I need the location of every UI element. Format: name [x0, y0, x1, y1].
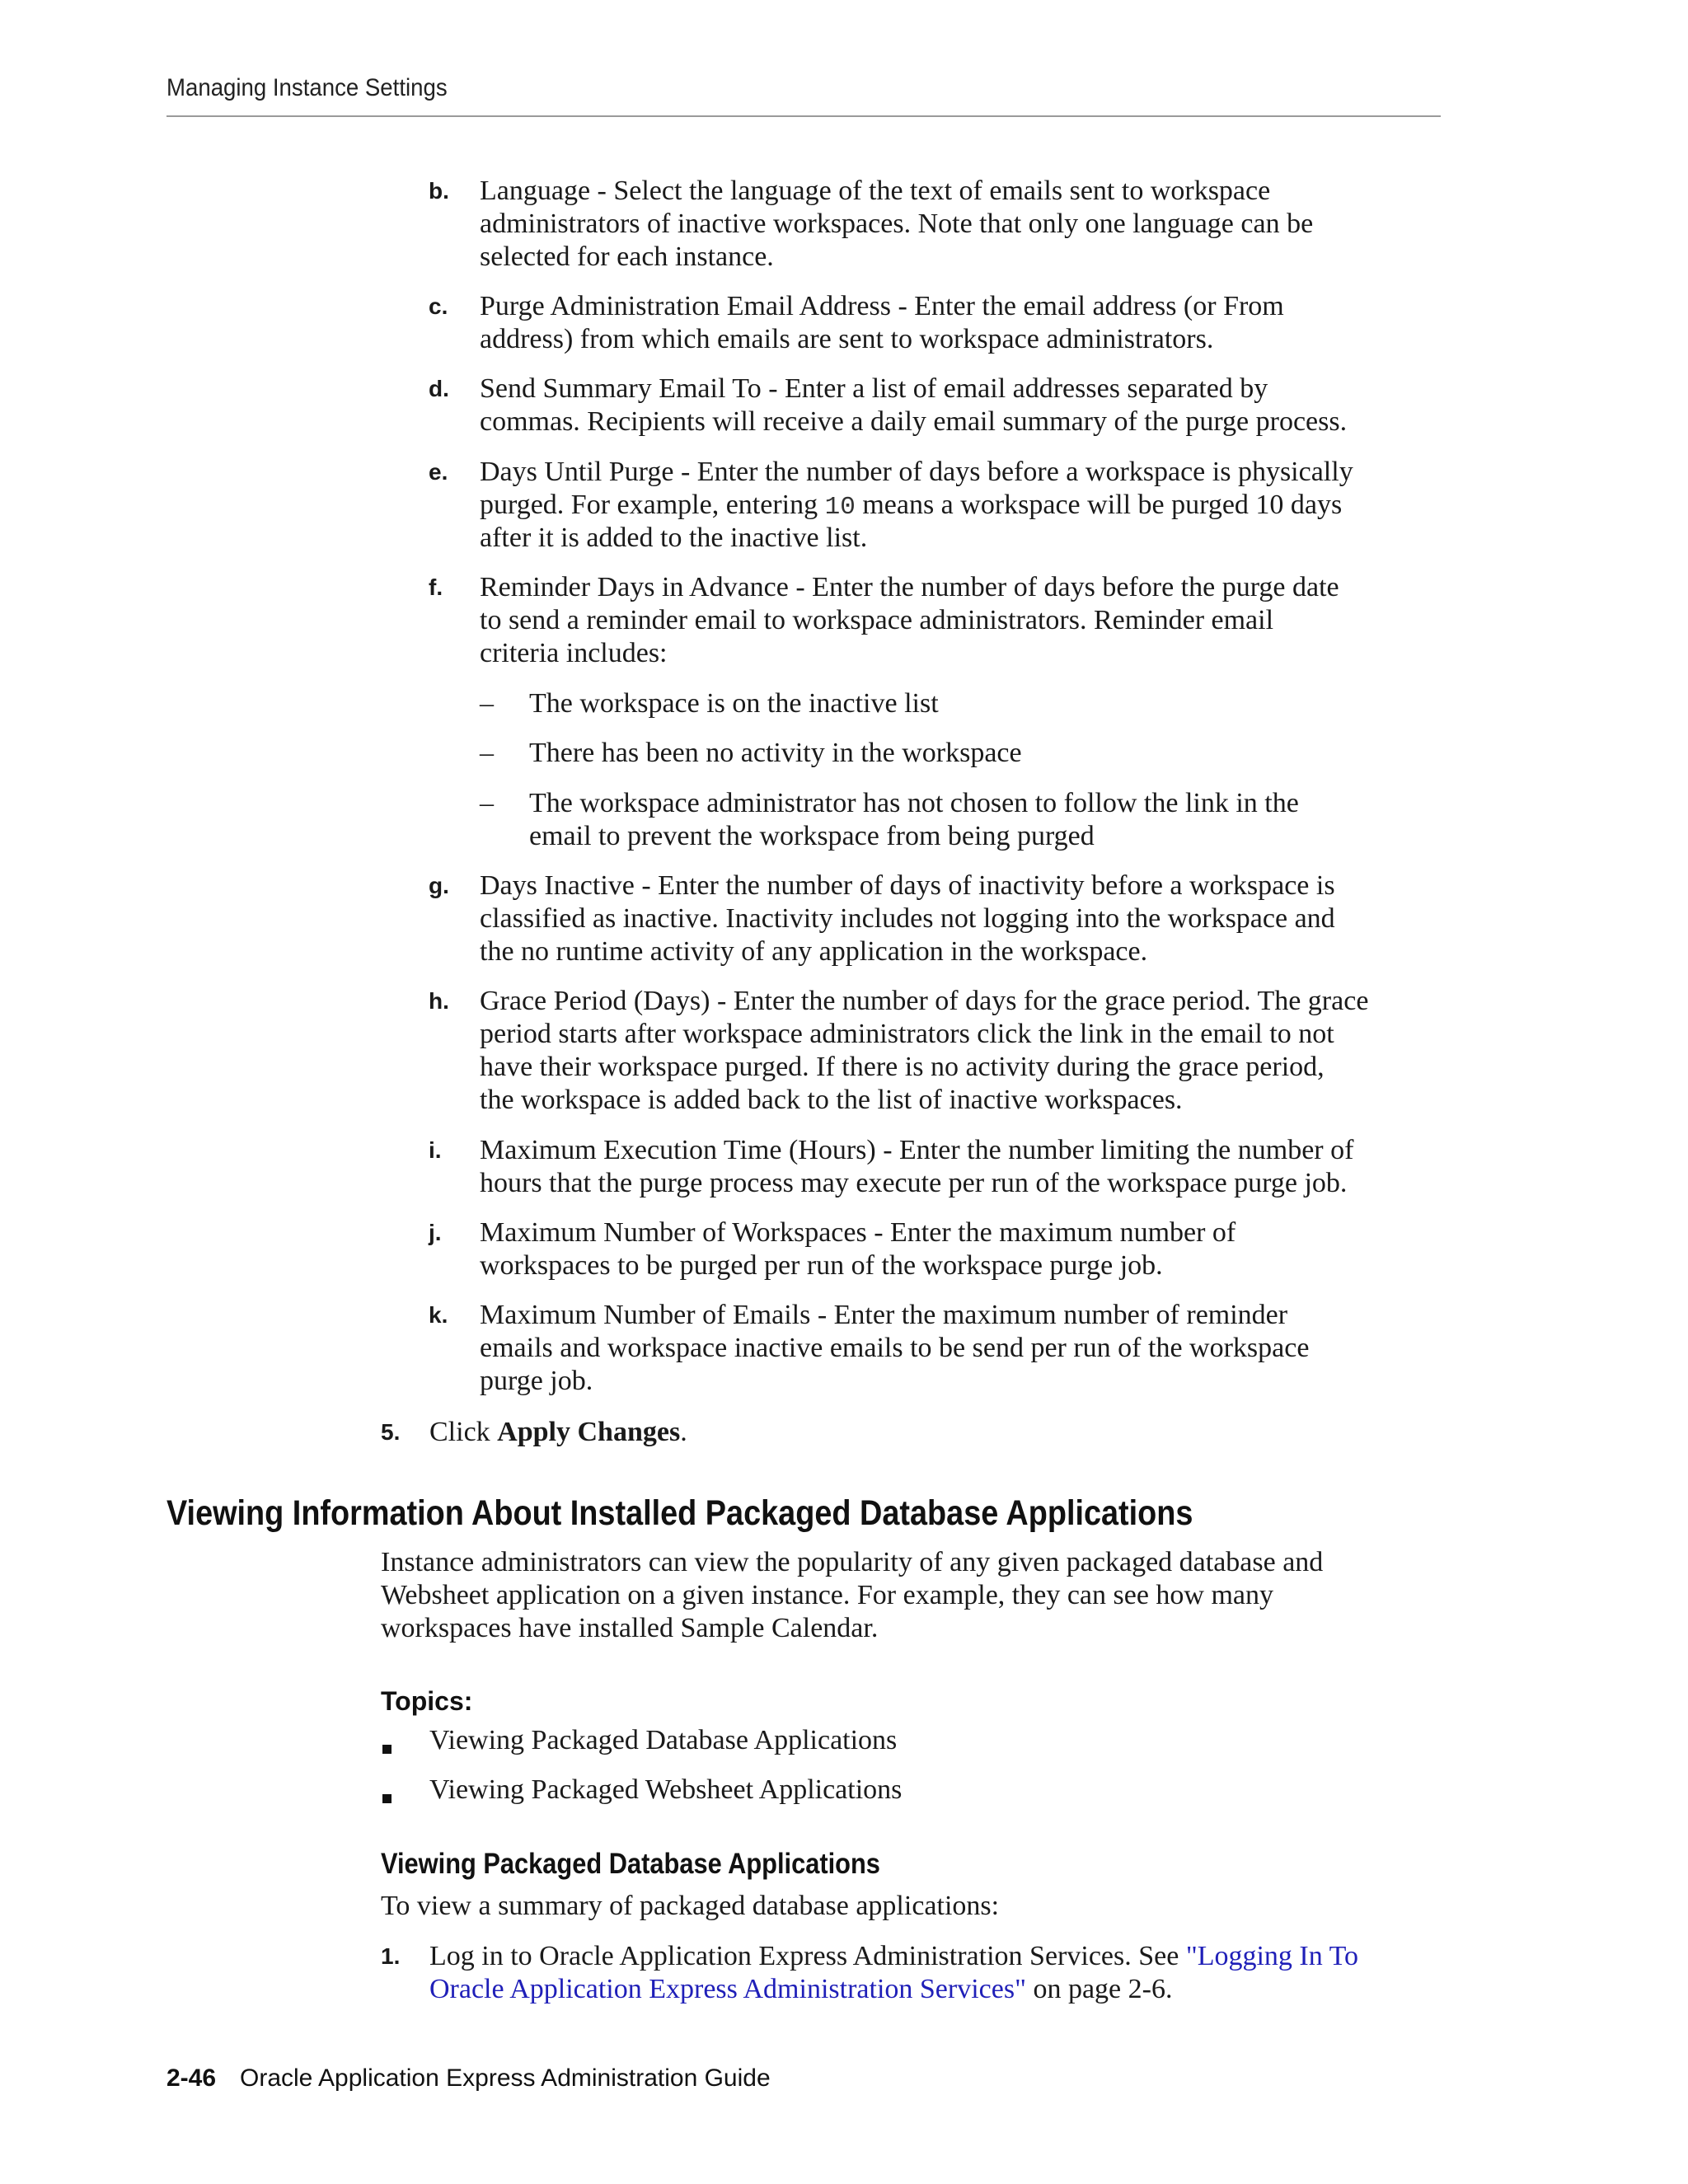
paragraph-line: Instance administrators can view the popularity of any given packaged database and: [381, 1547, 1324, 1577]
list-marker: h.: [429, 988, 449, 1014]
list-item-line: the workspace is added back to the list of inactive workspaces.: [480, 1085, 1183, 1115]
list-item-line: Reminder Days in Advance - Enter the number of days before the purge date: [480, 572, 1339, 602]
step-text: [429, 1940, 1358, 1973]
text-run: .: [680, 1417, 687, 1447]
list-marker: j.: [429, 1220, 442, 1245]
list-marker: e.: [429, 459, 448, 485]
logging-in-link[interactable]: "Logging In To: [1185, 1941, 1359, 1971]
list-item-line: workspaces to be purged per run of the workspace purge job.: [480, 1250, 1163, 1281]
paragraph-line: Websheet application on a given instance. For example, they can see how many: [381, 1580, 1274, 1610]
header-rule: [166, 115, 1441, 117]
list-item-line: administrators of inactive workspaces. Note that only one language can be: [480, 209, 1314, 239]
section-heading: Viewing Information About Installed Packaged Database Applications: [166, 1493, 1193, 1533]
paragraph-line: workspaces have installed Sample Calendar.: [381, 1613, 879, 1643]
text-run: Click: [429, 1417, 498, 1447]
paragraph-line: To view a summary of packaged database applications:: [381, 1891, 1000, 1921]
list-item-line: have their workspace purged. If there is no activity during the grace period,: [480, 1052, 1325, 1082]
list-item-line: Send Summary Email To - Enter a list of email addresses separated by: [480, 373, 1268, 404]
list-item-line: Days Inactive - Enter the number of days of inactivity before a workspace is: [480, 870, 1335, 901]
list-item-line: criteria includes:: [480, 638, 668, 668]
list-marker: g.: [429, 873, 449, 898]
list-item-line: the no runtime activity of any application in the workspace.: [480, 936, 1148, 967]
text-run: on page 2-6.: [1025, 1974, 1173, 2004]
step-number: 1.: [381, 1943, 401, 1969]
list-item-line: Maximum Number of Workspaces - Enter the maximum number of: [480, 1217, 1236, 1248]
dash-marker: –: [480, 788, 494, 818]
list-marker: c.: [429, 293, 448, 319]
list-item-line: selected for each instance.: [480, 241, 774, 272]
list-item-line: Grace Period (Days) - Enter the number of days for the grace period. The grace: [480, 986, 1369, 1016]
list-item-line: hours that the purge process may execute per run of the workspace purge job.: [480, 1168, 1348, 1198]
list-marker: d.: [429, 376, 449, 401]
text-run: means a workspace will be purged 10 days: [855, 490, 1343, 520]
list-item-line: commas. Recipients will receive a daily email summary of the purge process.: [480, 406, 1348, 437]
ui-label-apply-changes: Apply Changes: [497, 1417, 681, 1447]
list-item-line: purge job.: [480, 1366, 593, 1396]
step-text-line: [429, 1973, 1172, 2006]
list-item-line: after it is added to the inactive list.: [480, 523, 868, 553]
text-run: Log in to Oracle Application Express Administration Services. See: [429, 1941, 1186, 1971]
footer-book-title: Oracle Application Express Administration Guide: [240, 2064, 771, 2092]
list-item-line: Maximum Execution Time (Hours) - Enter the number limiting the number of: [480, 1135, 1354, 1165]
topics-label: Topics:: [381, 1686, 473, 1716]
list-marker: f.: [429, 574, 443, 600]
topic-link-database-applications[interactable]: Viewing Packaged Database Applications: [429, 1725, 898, 1755]
page-number: 2-46: [166, 2064, 217, 2092]
list-item-line: emails and workspace inactive emails to be send per run of the workspace: [480, 1333, 1310, 1363]
list-marker: i.: [429, 1137, 442, 1163]
list-marker: b.: [429, 178, 449, 204]
list-item-line: to send a reminder email to workspace administrators. Reminder email: [480, 605, 1274, 635]
list-item-line: period starts after workspace administrators click the link in the email to not: [480, 1019, 1334, 1049]
logging-in-link-continued[interactable]: Oracle Application Express Administration Services": [429, 1974, 1026, 2004]
subsection-heading: Viewing Packaged Database Applications: [381, 1848, 880, 1880]
bullet-icon: [382, 1745, 392, 1754]
criteria-line: The workspace is on the inactive list: [529, 688, 939, 719]
dash-marker: –: [480, 688, 494, 719]
criteria-line: The workspace administrator has not chosen to follow the link in the: [529, 788, 1299, 818]
step-text: [429, 1416, 687, 1449]
list-item-line: Maximum Number of Emails - Enter the maximum number of reminder: [480, 1300, 1288, 1330]
list-item-line: Purge Administration Email Address - Enter the email address (or From: [480, 291, 1284, 321]
topic-link-websheet-applications[interactable]: Viewing Packaged Websheet Applications: [429, 1774, 903, 1805]
step-number: 5.: [381, 1419, 401, 1445]
list-item-line: classified as inactive. Inactivity includes not logging into the workspace and: [480, 903, 1335, 934]
criteria-line: There has been no activity in the workspace: [529, 738, 1022, 768]
bullet-icon: [382, 1794, 392, 1803]
list-item-line: [480, 489, 1342, 524]
code-value: 10: [824, 493, 856, 522]
text-run: purged. For example, entering: [480, 490, 825, 520]
list-marker: k.: [429, 1302, 448, 1328]
dash-marker: –: [480, 738, 494, 768]
list-item-line: Days Until Purge - Enter the number of days before a workspace is physically: [480, 457, 1353, 487]
list-item-line: address) from which emails are sent to workspace administrators.: [480, 324, 1214, 354]
list-item-line: Language - Select the language of the text of emails sent to workspace: [480, 176, 1271, 206]
running-header: Managing Instance Settings: [166, 74, 448, 101]
criteria-line: email to prevent the workspace from being purged: [529, 821, 1095, 851]
